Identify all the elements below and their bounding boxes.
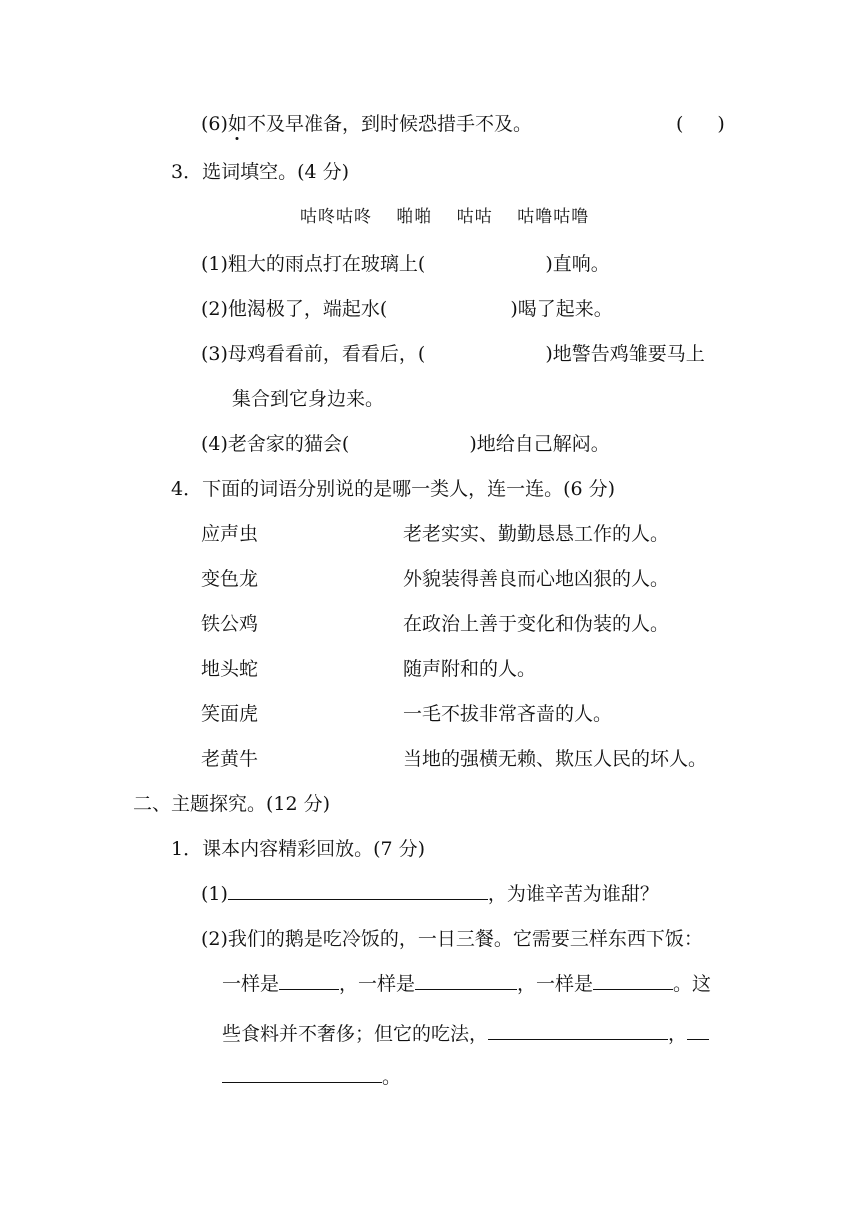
section-2-item-2-line-2: 一样是 ，一样是 ，一样是 。这 <box>222 973 712 995</box>
fill-blank[interactable] <box>228 881 488 900</box>
q4-right-item[interactable]: 当地的强横无赖、欺压人民的坏人。 <box>403 748 708 770</box>
section-2-q1-title: 1．课本内容精彩回放。(7 分) <box>171 838 426 860</box>
q4-left-item[interactable]: 铁公鸡 <box>201 613 259 635</box>
q3-item-1: (1)粗大的雨点打在玻璃上( )直响。 <box>201 253 610 275</box>
q4-right-item[interactable]: 随声附和的人。 <box>403 658 537 680</box>
q4-right-item[interactable]: 一毛不拔非常吝啬的人。 <box>403 703 613 725</box>
dotted-character: 如 <box>227 113 247 135</box>
fill-blank[interactable] <box>222 1064 382 1083</box>
q4-left-item[interactable]: 地头蛇 <box>201 658 259 680</box>
section-2-item-2-line-1: (2)我们的鹅是吃冷饭的，一日三餐。它需要三样东西下饭： <box>201 928 703 950</box>
q4-right-item[interactable]: 在政治上善于变化和伪装的人。 <box>403 613 670 635</box>
q4-right-item[interactable]: 外貌装得善良而心地凶狠的人。 <box>403 568 670 590</box>
q4-left-item[interactable]: 变色龙 <box>201 568 259 590</box>
q4-right-item[interactable]: 老老实实、勤勤恳恳工作的人。 <box>403 523 670 545</box>
paren-open: ( <box>676 113 684 135</box>
section-2-item-1: (1) ，为谁辛苦为谁甜？ <box>201 883 659 905</box>
q3-item-4: (4)老舍家的猫会( )地给自己解闷。 <box>201 433 610 455</box>
paren-close: ) <box>717 113 725 135</box>
item-text: 不及早准备，到时候恐措手不及。 <box>246 113 532 135</box>
fill-blank[interactable] <box>593 971 673 990</box>
item-number: (6) <box>201 113 228 135</box>
q3-item-3-continued: 集合到它身边来。 <box>232 388 385 410</box>
q4-left-item[interactable]: 应声虫 <box>201 523 259 545</box>
fill-blank[interactable] <box>687 1021 709 1040</box>
section-2-item-2-line-4: 。 <box>222 1064 401 1090</box>
fill-blank[interactable] <box>279 971 339 990</box>
fill-blank[interactable] <box>415 971 517 990</box>
q3-title: 3．选词填空。(4 分) <box>171 161 350 183</box>
q4-title: 4．下面的词语分别说的是哪一类人，连一连。(6 分) <box>171 478 616 500</box>
q4-left-item[interactable]: 老黄牛 <box>201 748 259 770</box>
q2-item-6 <box>201 111 532 137</box>
fill-blank[interactable] <box>488 1021 668 1040</box>
q3-item-2: (2)他渴极了，端起水( )喝了起来。 <box>201 298 613 320</box>
q3-item-3: (3)母鸡看看前，看看后，( )地警告鸡雏要马上 <box>201 343 705 365</box>
answer-parentheses[interactable] <box>676 111 725 137</box>
section-2-item-2-line-3: 些食料并不奢侈；但它的吃法， ， <box>222 1021 709 1047</box>
q3-word-options: 咕咚咕咚 啪啪 咕咕 咕噜咕噜 <box>300 207 590 227</box>
q4-left-item[interactable]: 笑面虎 <box>201 703 259 725</box>
section-2-title: 二、主题探究。(12 分) <box>133 793 331 815</box>
